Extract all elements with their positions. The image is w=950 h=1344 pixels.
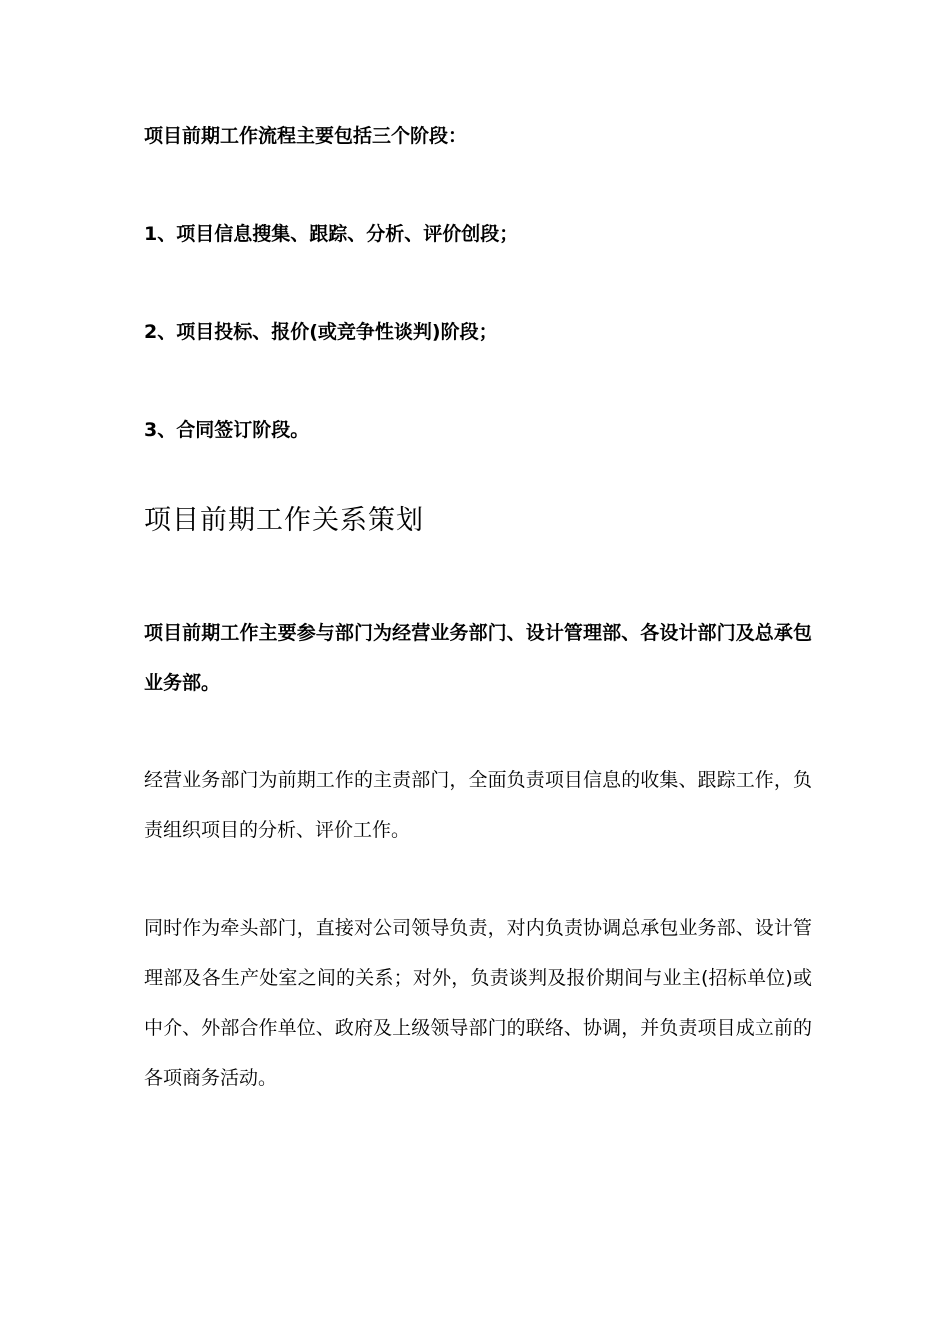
paragraph-coordination: 同时作为牵头部门，直接对公司领导负责，对内负责协调总承包业务部、设计管理部及各生产处室之间的关系；对外，负责谈判及报价期间与业主(招标单位)或中介、外部合作单位、政府及上级领导部门的联络、协调，并负责项目成立前的各项商务活动。	[144, 917, 812, 1089]
paragraph-departments: 项目前期工作主要参与部门为经营业务部门、设计管理部、各设计部门及总承包业务部。	[144, 622, 812, 694]
section-heading: 项目前期工作关系策划	[144, 505, 424, 536]
stage-item-3: 3、合同签订阶段。	[144, 419, 310, 441]
stage-item-1: 1、项目信息搜集、跟踪、分析、评价创段；	[144, 223, 519, 245]
stage-item-2: 2、项目投标、报价(或竞争性谈判)阶段；	[144, 321, 498, 343]
intro-line: 项目前期工作流程主要包括三个阶段：	[144, 125, 468, 147]
paragraph-business-dept: 经营业务部门为前期工作的主责部门，全面负责项目信息的收集、跟踪工作，负责组织项目的分析、评价工作。	[144, 769, 812, 841]
